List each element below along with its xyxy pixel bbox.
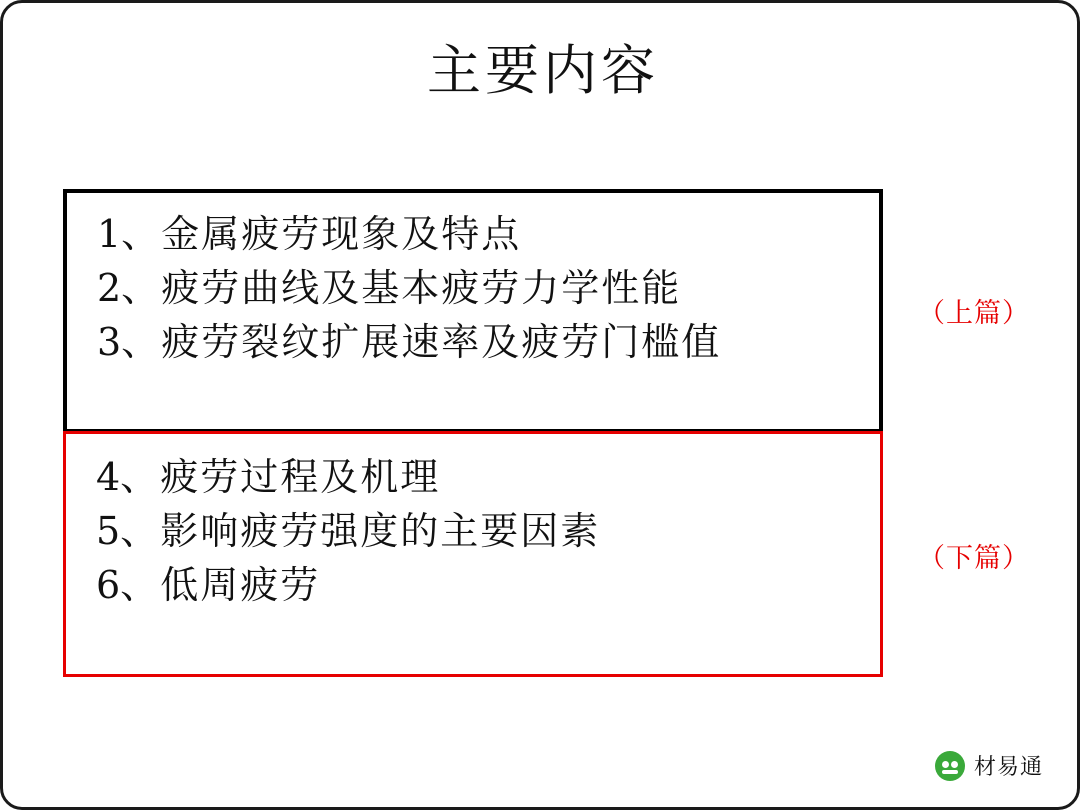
watermark <box>935 750 1043 781</box>
list-item <box>67 315 879 369</box>
group-upper-annotation: （上篇） <box>918 298 1030 329</box>
list-item <box>67 207 879 261</box>
outline-group-lower <box>63 431 883 677</box>
content-outline <box>63 189 883 677</box>
list-item-number: 4、 <box>96 455 159 499</box>
outline-group-upper <box>63 189 883 433</box>
list-item-label: 疲劳曲线及基本疲劳力学性能 <box>161 266 682 310</box>
watermark-label: 材易通 <box>973 755 1043 780</box>
list-item-number: 6、 <box>96 563 159 607</box>
list-item-label: 低周疲劳 <box>160 563 321 607</box>
list-item <box>66 558 880 612</box>
list-item <box>67 261 879 315</box>
list-item-number: 2、 <box>97 266 160 310</box>
list-item <box>66 504 880 558</box>
list-item-number: 5、 <box>96 509 159 553</box>
page-title: 主要内容 <box>427 39 659 102</box>
list-item-label: 疲劳过程及机理 <box>160 455 441 499</box>
list-item <box>66 450 880 504</box>
list-item-number: 1、 <box>97 212 160 256</box>
list-item-label: 疲劳裂纹扩展速率及疲劳门槛值 <box>161 320 722 364</box>
list-item-label: 影响疲劳强度的主要因素 <box>160 509 601 553</box>
group-lower-annotation: （下篇） <box>918 543 1030 574</box>
list-item-label: 金属疲劳现象及特点 <box>161 212 522 256</box>
list-item-number: 3、 <box>97 320 160 364</box>
wechat-badge-icon <box>935 751 965 781</box>
